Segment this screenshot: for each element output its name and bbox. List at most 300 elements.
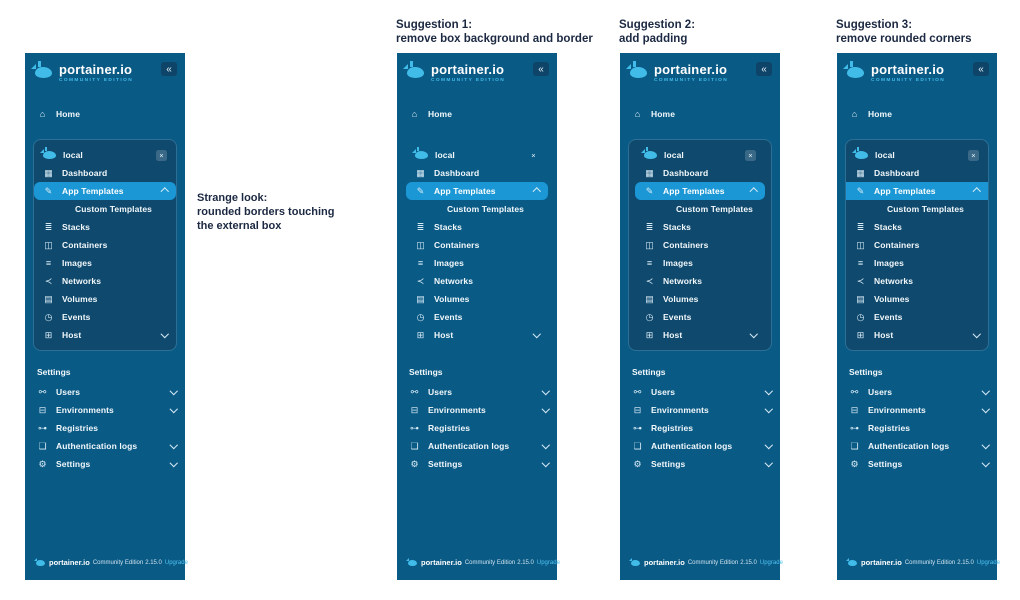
sidebar-item-label: Authentication logs <box>868 441 950 451</box>
portainer-footer-logo-icon <box>36 560 45 566</box>
sidebar-footer <box>25 558 188 580</box>
sidebar-item-registries[interactable] <box>837 419 997 437</box>
upgrade-link[interactable]: Upgrade <box>976 559 1000 566</box>
sidebar-item-custom-templates[interactable] <box>635 200 765 218</box>
sidebar-item-images[interactable] <box>34 254 176 272</box>
authentication-logs-icon: ❏ <box>633 440 642 451</box>
registries-icon: ⊶ <box>38 422 47 433</box>
sidebar-item-label: Networks <box>874 276 914 286</box>
footer-brand: portainer.io <box>861 558 902 567</box>
sidebar-item-label: App Templates <box>874 186 936 196</box>
users-icon: ⚯ <box>38 386 47 397</box>
images-icon: ≡ <box>857 258 864 268</box>
sidebar-item-dashboard[interactable] <box>846 164 988 182</box>
suggestion-3-annotation <box>836 18 971 47</box>
sidebar-item-label: Registries <box>651 423 694 433</box>
brand-edition: COMMUNITY EDITION <box>431 78 506 83</box>
sidebar-item-registries[interactable] <box>25 419 185 437</box>
sidebar-item-stacks[interactable] <box>406 218 548 236</box>
sidebar-item-networks[interactable] <box>846 272 988 290</box>
sidebar-item-label: Events <box>874 312 903 322</box>
host-icon: ⊞ <box>645 329 654 340</box>
sidebar-item-label: App Templates <box>663 186 725 196</box>
sidebar-item-dashboard[interactable] <box>635 164 765 182</box>
chevron-up-icon <box>532 188 540 196</box>
environment-name: local <box>435 150 455 160</box>
sidebar-item-label: Settings <box>651 459 686 469</box>
logo <box>620 53 780 93</box>
sidebar-item-dashboard[interactable] <box>34 164 176 182</box>
sidebar-item-label: App Templates <box>62 186 124 196</box>
whale-icon <box>855 151 868 159</box>
sidebar-item-containers[interactable] <box>34 236 176 254</box>
volumes-icon: ▤ <box>416 293 425 304</box>
sidebar-item-users[interactable] <box>25 383 185 401</box>
settings-section-header: Settings <box>409 367 443 377</box>
collapse-icon: « <box>978 63 984 75</box>
sidebar-item-label: Dashboard <box>663 168 709 178</box>
chevron-down-icon <box>981 405 989 413</box>
portainer-logo-icon <box>35 67 52 78</box>
sidebar-item-label: Home <box>868 109 893 119</box>
footer-version: 2.15.0 <box>517 559 534 566</box>
footer-edition: Community Edition <box>904 559 956 566</box>
strange-look-line1: rounded borders touching <box>197 205 335 218</box>
sidebar-item-environments[interactable] <box>25 401 185 419</box>
sidebar-item-registries[interactable] <box>620 419 780 437</box>
sidebar-footer <box>837 558 1000 580</box>
portainer-logo-icon <box>407 67 424 78</box>
sidebar-item-host[interactable] <box>846 326 988 344</box>
sidebar-item-volumes[interactable] <box>846 290 988 308</box>
sidebar-item-label: Home <box>56 109 81 119</box>
suggestion-3-title: Suggestion 3: <box>836 19 913 31</box>
sidebar-item-label: Environments <box>868 405 926 415</box>
users-icon: ⚯ <box>850 386 859 397</box>
footer-version: 2.15.0 <box>145 559 162 566</box>
environments-icon: ⊟ <box>410 404 419 415</box>
chevron-up-icon <box>749 188 757 196</box>
sidebar-item-label: Containers <box>874 240 920 250</box>
close-environment-button[interactable] <box>745 150 756 161</box>
upgrade-link[interactable]: Upgrade <box>759 559 783 566</box>
volumes-icon: ▤ <box>645 293 654 304</box>
sidebar-item-authentication-logs[interactable] <box>397 437 557 455</box>
sidebar-item-app-templates[interactable] <box>406 182 548 200</box>
sidebar-item-stacks[interactable] <box>635 218 765 236</box>
suggestion-2-subtitle: add padding <box>619 33 688 46</box>
sidebar-item-events[interactable] <box>406 308 548 326</box>
sidebar-item-containers[interactable] <box>406 236 548 254</box>
close-environment-button[interactable] <box>968 150 979 161</box>
sidebar-item-label: Networks <box>663 276 703 286</box>
sidebar-item-custom-templates[interactable] <box>846 200 988 218</box>
stacks-icon: ≣ <box>416 221 425 232</box>
containers-icon: ◫ <box>416 239 425 250</box>
sidebar-item-volumes[interactable] <box>635 290 765 308</box>
strange-look-title: Strange look: <box>197 192 268 204</box>
networks-icon: ≺ <box>856 275 865 286</box>
collapse-icon: « <box>761 63 767 75</box>
chevron-down-icon <box>764 405 772 413</box>
sidebar-item-label: Images <box>62 258 92 268</box>
collapse-sidebar-button[interactable] <box>161 62 177 76</box>
networks-icon: ≺ <box>44 275 53 286</box>
sidebar-item-environments[interactable] <box>397 401 557 419</box>
sidebar-footer <box>620 558 783 580</box>
sidebar-item-networks[interactable] <box>635 272 765 290</box>
sidebar-item-label: Home <box>651 109 676 119</box>
sidebar-item-images[interactable] <box>406 254 548 272</box>
images-icon: ≡ <box>646 258 653 268</box>
app-templates-icon: ✎ <box>645 185 654 196</box>
sidebar-item-host[interactable] <box>34 326 176 344</box>
containers-icon: ◫ <box>44 239 53 250</box>
suggestion-2-title: Suggestion 2: <box>619 19 696 31</box>
suggestion-1-annotation <box>396 18 593 47</box>
sidebar-item-settings[interactable] <box>397 455 557 473</box>
chevron-down-icon <box>764 441 772 449</box>
sidebar-item-label: Volumes <box>874 294 910 304</box>
sidebar-item-label: Settings <box>868 459 903 469</box>
authentication-logs-icon: ❏ <box>410 440 419 451</box>
chevron-down-icon <box>160 330 168 338</box>
sidebar-item-label: Environments <box>651 405 709 415</box>
footer-edition: Community Edition <box>464 559 516 566</box>
portainer-footer-logo-icon <box>631 560 640 566</box>
sidebar-item-containers[interactable] <box>635 236 765 254</box>
sidebar-item-app-templates[interactable] <box>635 182 765 200</box>
networks-icon: ≺ <box>645 275 654 286</box>
brand <box>654 63 728 83</box>
footer-edition: Community Edition <box>92 559 144 566</box>
chevron-down-icon <box>972 330 980 338</box>
images-icon: ≡ <box>45 258 52 268</box>
close-icon: × <box>748 150 753 160</box>
containers-icon: ◫ <box>645 239 654 250</box>
home-icon: ⌂ <box>39 109 46 119</box>
sidebar-item-events[interactable] <box>846 308 988 326</box>
brand-name: portainer.io <box>654 62 728 77</box>
chevron-down-icon <box>541 459 549 467</box>
sidebar-item-authentication-logs[interactable] <box>837 437 997 455</box>
containers-icon: ◫ <box>856 239 865 250</box>
sidebar-item-registries[interactable] <box>397 419 557 437</box>
environments-icon: ⊟ <box>633 404 642 415</box>
host-icon: ⊞ <box>44 329 53 340</box>
home-icon: ⌂ <box>634 109 641 119</box>
close-environment-button[interactable] <box>156 150 167 161</box>
chevron-down-icon <box>764 459 772 467</box>
sidebar-item-label: Stacks <box>874 222 903 232</box>
chevron-down-icon <box>981 459 989 467</box>
brand-edition: COMMUNITY EDITION <box>59 78 134 83</box>
sidebar-item-label: Users <box>651 387 676 397</box>
portainer-logo-icon <box>847 67 864 78</box>
sidebar-item-label: Environments <box>428 405 486 415</box>
portainer-footer-logo-icon <box>848 560 857 566</box>
collapse-sidebar-button[interactable] <box>973 62 989 76</box>
chevron-down-icon <box>169 387 177 395</box>
collapse-sidebar-button[interactable] <box>533 62 549 76</box>
chevron-down-icon <box>764 387 772 395</box>
images-icon: ≡ <box>417 258 424 268</box>
sidebar-item-label: Users <box>428 387 453 397</box>
sidebar-item-label: Home <box>428 109 453 119</box>
stacks-icon: ≣ <box>856 221 865 232</box>
chevron-down-icon <box>541 405 549 413</box>
sidebar-item-label: Events <box>434 312 463 322</box>
sidebar-item-events[interactable] <box>34 308 176 326</box>
whale-icon <box>43 151 56 159</box>
chevron-down-icon <box>981 441 989 449</box>
host-icon: ⊞ <box>416 329 425 340</box>
app-templates-icon: ✎ <box>44 185 53 196</box>
chevron-down-icon <box>169 405 177 413</box>
sidebar-item-label: Authentication logs <box>428 441 510 451</box>
chevron-down-icon <box>532 330 540 338</box>
footer-edition: Community Edition <box>687 559 739 566</box>
sidebar-item-host[interactable] <box>635 326 765 344</box>
sidebar-item-label: Dashboard <box>874 168 920 178</box>
sidebar-item-custom-templates[interactable] <box>406 200 548 218</box>
brand-name: portainer.io <box>431 62 505 77</box>
sidebar-item-label: App Templates <box>434 186 496 196</box>
sidebar-original <box>25 53 188 580</box>
collapse-icon: « <box>166 63 172 75</box>
sidebar-item-home[interactable] <box>620 105 780 123</box>
events-icon: ◷ <box>44 311 53 322</box>
environment-local[interactable] <box>34 146 176 164</box>
brand-edition: COMMUNITY EDITION <box>871 78 946 83</box>
dashboard-icon: ▦ <box>856 167 865 178</box>
suggestion-1-subtitle: remove box background and border <box>396 33 593 46</box>
sidebar-item-stacks[interactable] <box>34 218 176 236</box>
suggestion-1-title: Suggestion 1: <box>396 19 473 31</box>
chevron-up-icon <box>972 188 980 196</box>
environment-box <box>628 139 772 351</box>
sidebar-item-label: Containers <box>434 240 480 250</box>
registries-icon: ⊶ <box>850 422 859 433</box>
logo <box>25 53 185 93</box>
strange-look-annotation <box>197 192 335 233</box>
sidebar-footer <box>397 558 560 580</box>
app-templates-icon: ✎ <box>416 185 425 196</box>
sidebar-item-environments[interactable] <box>620 401 780 419</box>
sidebar-item-label: Registries <box>56 423 99 433</box>
environment-name: local <box>63 150 83 160</box>
chevron-down-icon <box>169 459 177 467</box>
sidebar-item-users[interactable] <box>620 383 780 401</box>
sidebar-item-users[interactable] <box>837 383 997 401</box>
environment-name: local <box>664 150 684 160</box>
sidebar-item-label: Host <box>434 330 454 340</box>
settings-section-header: Settings <box>849 367 883 377</box>
sidebar-item-label: Networks <box>434 276 474 286</box>
sidebar-item-label: Containers <box>663 240 709 250</box>
sidebar-item-containers[interactable] <box>846 236 988 254</box>
sidebar-item-host[interactable] <box>406 326 548 344</box>
chevron-up-icon <box>160 188 168 196</box>
environments-icon: ⊟ <box>38 404 47 415</box>
home-icon: ⌂ <box>411 109 418 119</box>
sidebar-item-home[interactable] <box>837 105 997 123</box>
brand-name: portainer.io <box>59 62 133 77</box>
sidebar-item-networks[interactable] <box>34 272 176 290</box>
brand-edition: COMMUNITY EDITION <box>654 78 729 83</box>
registries-icon: ⊶ <box>633 422 642 433</box>
sidebar-item-label: Stacks <box>62 222 91 232</box>
sidebar-item-settings[interactable] <box>25 455 185 473</box>
close-environment-button[interactable] <box>528 150 539 161</box>
footer-version: 2.15.0 <box>740 559 757 566</box>
sidebar-item-label: Dashboard <box>62 168 108 178</box>
sidebar-item-label: Volumes <box>62 294 98 304</box>
sidebar-item-app-templates[interactable] <box>34 182 176 200</box>
sidebar-item-images[interactable] <box>846 254 988 272</box>
users-icon: ⚯ <box>410 386 419 397</box>
sidebar-item-label: Containers <box>62 240 108 250</box>
sidebar-item-custom-templates[interactable] <box>34 200 176 218</box>
sidebar-item-label: Authentication logs <box>651 441 733 451</box>
app-templates-icon: ✎ <box>856 185 865 196</box>
sidebar-suggestion-3 <box>837 53 1000 580</box>
brand <box>59 63 133 83</box>
stacks-icon: ≣ <box>645 221 654 232</box>
sidebar-item-users[interactable] <box>397 383 557 401</box>
sidebar-item-label: Registries <box>428 423 471 433</box>
brand <box>431 63 505 83</box>
suggestion-3-subtitle: remove rounded corners <box>836 33 972 46</box>
dashboard-icon: ▦ <box>44 167 53 178</box>
sidebar-item-home[interactable] <box>397 105 557 123</box>
chevron-down-icon <box>541 441 549 449</box>
events-icon: ◷ <box>645 311 654 322</box>
sidebar-item-label: Users <box>868 387 893 397</box>
authentication-logs-icon: ❏ <box>38 440 47 451</box>
sidebar-item-settings[interactable] <box>620 455 780 473</box>
sidebar-item-label: Events <box>62 312 91 322</box>
sidebar-item-images[interactable] <box>635 254 765 272</box>
sidebar-suggestion-1 <box>397 53 560 580</box>
sidebar-item-label: Volumes <box>663 294 699 304</box>
upgrade-link[interactable]: Upgrade <box>164 559 188 566</box>
sidebar-item-label: Host <box>62 330 82 340</box>
networks-icon: ≺ <box>416 275 425 286</box>
environment-local[interactable] <box>846 146 988 164</box>
environment-name: local <box>875 150 895 160</box>
footer-brand: portainer.io <box>644 558 685 567</box>
sidebar-item-events[interactable] <box>635 308 765 326</box>
host-icon: ⊞ <box>856 329 865 340</box>
footer-version: 2.15.0 <box>957 559 974 566</box>
whale-icon <box>644 151 657 159</box>
sidebar-item-stacks[interactable] <box>846 218 988 236</box>
settings-gear-icon: ⚙ <box>410 458 419 469</box>
sidebar-item-label: Custom Templates <box>447 204 525 214</box>
collapse-sidebar-button[interactable] <box>756 62 772 76</box>
settings-gear-icon: ⚙ <box>633 458 642 469</box>
authentication-logs-icon: ❏ <box>850 440 859 451</box>
sidebar-item-label: Events <box>663 312 692 322</box>
portainer-footer-logo-icon <box>408 560 417 566</box>
sidebar-item-app-templates[interactable] <box>846 182 988 200</box>
footer-brand: portainer.io <box>49 558 90 567</box>
portainer-logo-icon <box>630 67 647 78</box>
sidebar-suggestion-2 <box>620 53 783 580</box>
settings-section-header: Settings <box>37 367 71 377</box>
volumes-icon: ▤ <box>44 293 53 304</box>
close-icon: × <box>531 150 536 160</box>
logo <box>837 53 997 93</box>
sidebar-item-label: Host <box>874 330 894 340</box>
home-icon: ⌂ <box>851 109 858 119</box>
sidebar-item-label: Users <box>56 387 81 397</box>
dashboard-icon: ▦ <box>645 167 654 178</box>
close-icon: × <box>971 150 976 160</box>
whale-icon <box>415 151 428 159</box>
brand-name: portainer.io <box>871 62 945 77</box>
sidebar-item-label: Settings <box>56 459 91 469</box>
chevron-down-icon <box>981 387 989 395</box>
sidebar-item-authentication-logs[interactable] <box>620 437 780 455</box>
strange-look-line2: the external box <box>197 219 282 232</box>
environments-icon: ⊟ <box>850 404 859 415</box>
sidebar-item-label: Settings <box>428 459 463 469</box>
sidebar-item-label: Dashboard <box>434 168 480 178</box>
users-icon: ⚯ <box>633 386 642 397</box>
environment-box <box>405 139 549 351</box>
sidebar-item-label: Custom Templates <box>75 204 153 214</box>
settings-gear-icon: ⚙ <box>850 458 859 469</box>
sidebar-item-home[interactable] <box>25 105 185 123</box>
environment-box <box>33 139 177 351</box>
sidebar-item-label: Images <box>434 258 464 268</box>
dashboard-icon: ▦ <box>416 167 425 178</box>
volumes-icon: ▤ <box>856 293 865 304</box>
sidebar-item-label: Networks <box>62 276 102 286</box>
sidebar-item-dashboard[interactable] <box>406 164 548 182</box>
sidebar-item-label: Environments <box>56 405 114 415</box>
settings-gear-icon: ⚙ <box>38 458 47 469</box>
sidebar-item-label: Volumes <box>434 294 470 304</box>
chevron-down-icon <box>169 441 177 449</box>
sidebar-item-label: Custom Templates <box>676 204 754 214</box>
settings-section-header: Settings <box>632 367 666 377</box>
environment-local[interactable] <box>406 146 548 164</box>
upgrade-link[interactable]: Upgrade <box>536 559 560 566</box>
events-icon: ◷ <box>856 311 865 322</box>
environment-box <box>845 139 989 351</box>
close-icon: × <box>159 150 164 160</box>
sidebar-item-settings[interactable] <box>837 455 997 473</box>
chevron-down-icon <box>749 330 757 338</box>
registries-icon: ⊶ <box>410 422 419 433</box>
sidebar-item-volumes[interactable] <box>34 290 176 308</box>
sidebar-item-label: Stacks <box>663 222 692 232</box>
sidebar-item-networks[interactable] <box>406 272 548 290</box>
environment-local[interactable] <box>635 146 765 164</box>
chevron-down-icon <box>541 387 549 395</box>
sidebar-item-label: Authentication logs <box>56 441 138 451</box>
brand <box>871 63 945 83</box>
sidebar-item-authentication-logs[interactable] <box>25 437 185 455</box>
sidebar-item-volumes[interactable] <box>406 290 548 308</box>
footer-brand: portainer.io <box>421 558 462 567</box>
sidebar-item-environments[interactable] <box>837 401 997 419</box>
events-icon: ◷ <box>416 311 425 322</box>
sidebar-item-label: Stacks <box>434 222 463 232</box>
